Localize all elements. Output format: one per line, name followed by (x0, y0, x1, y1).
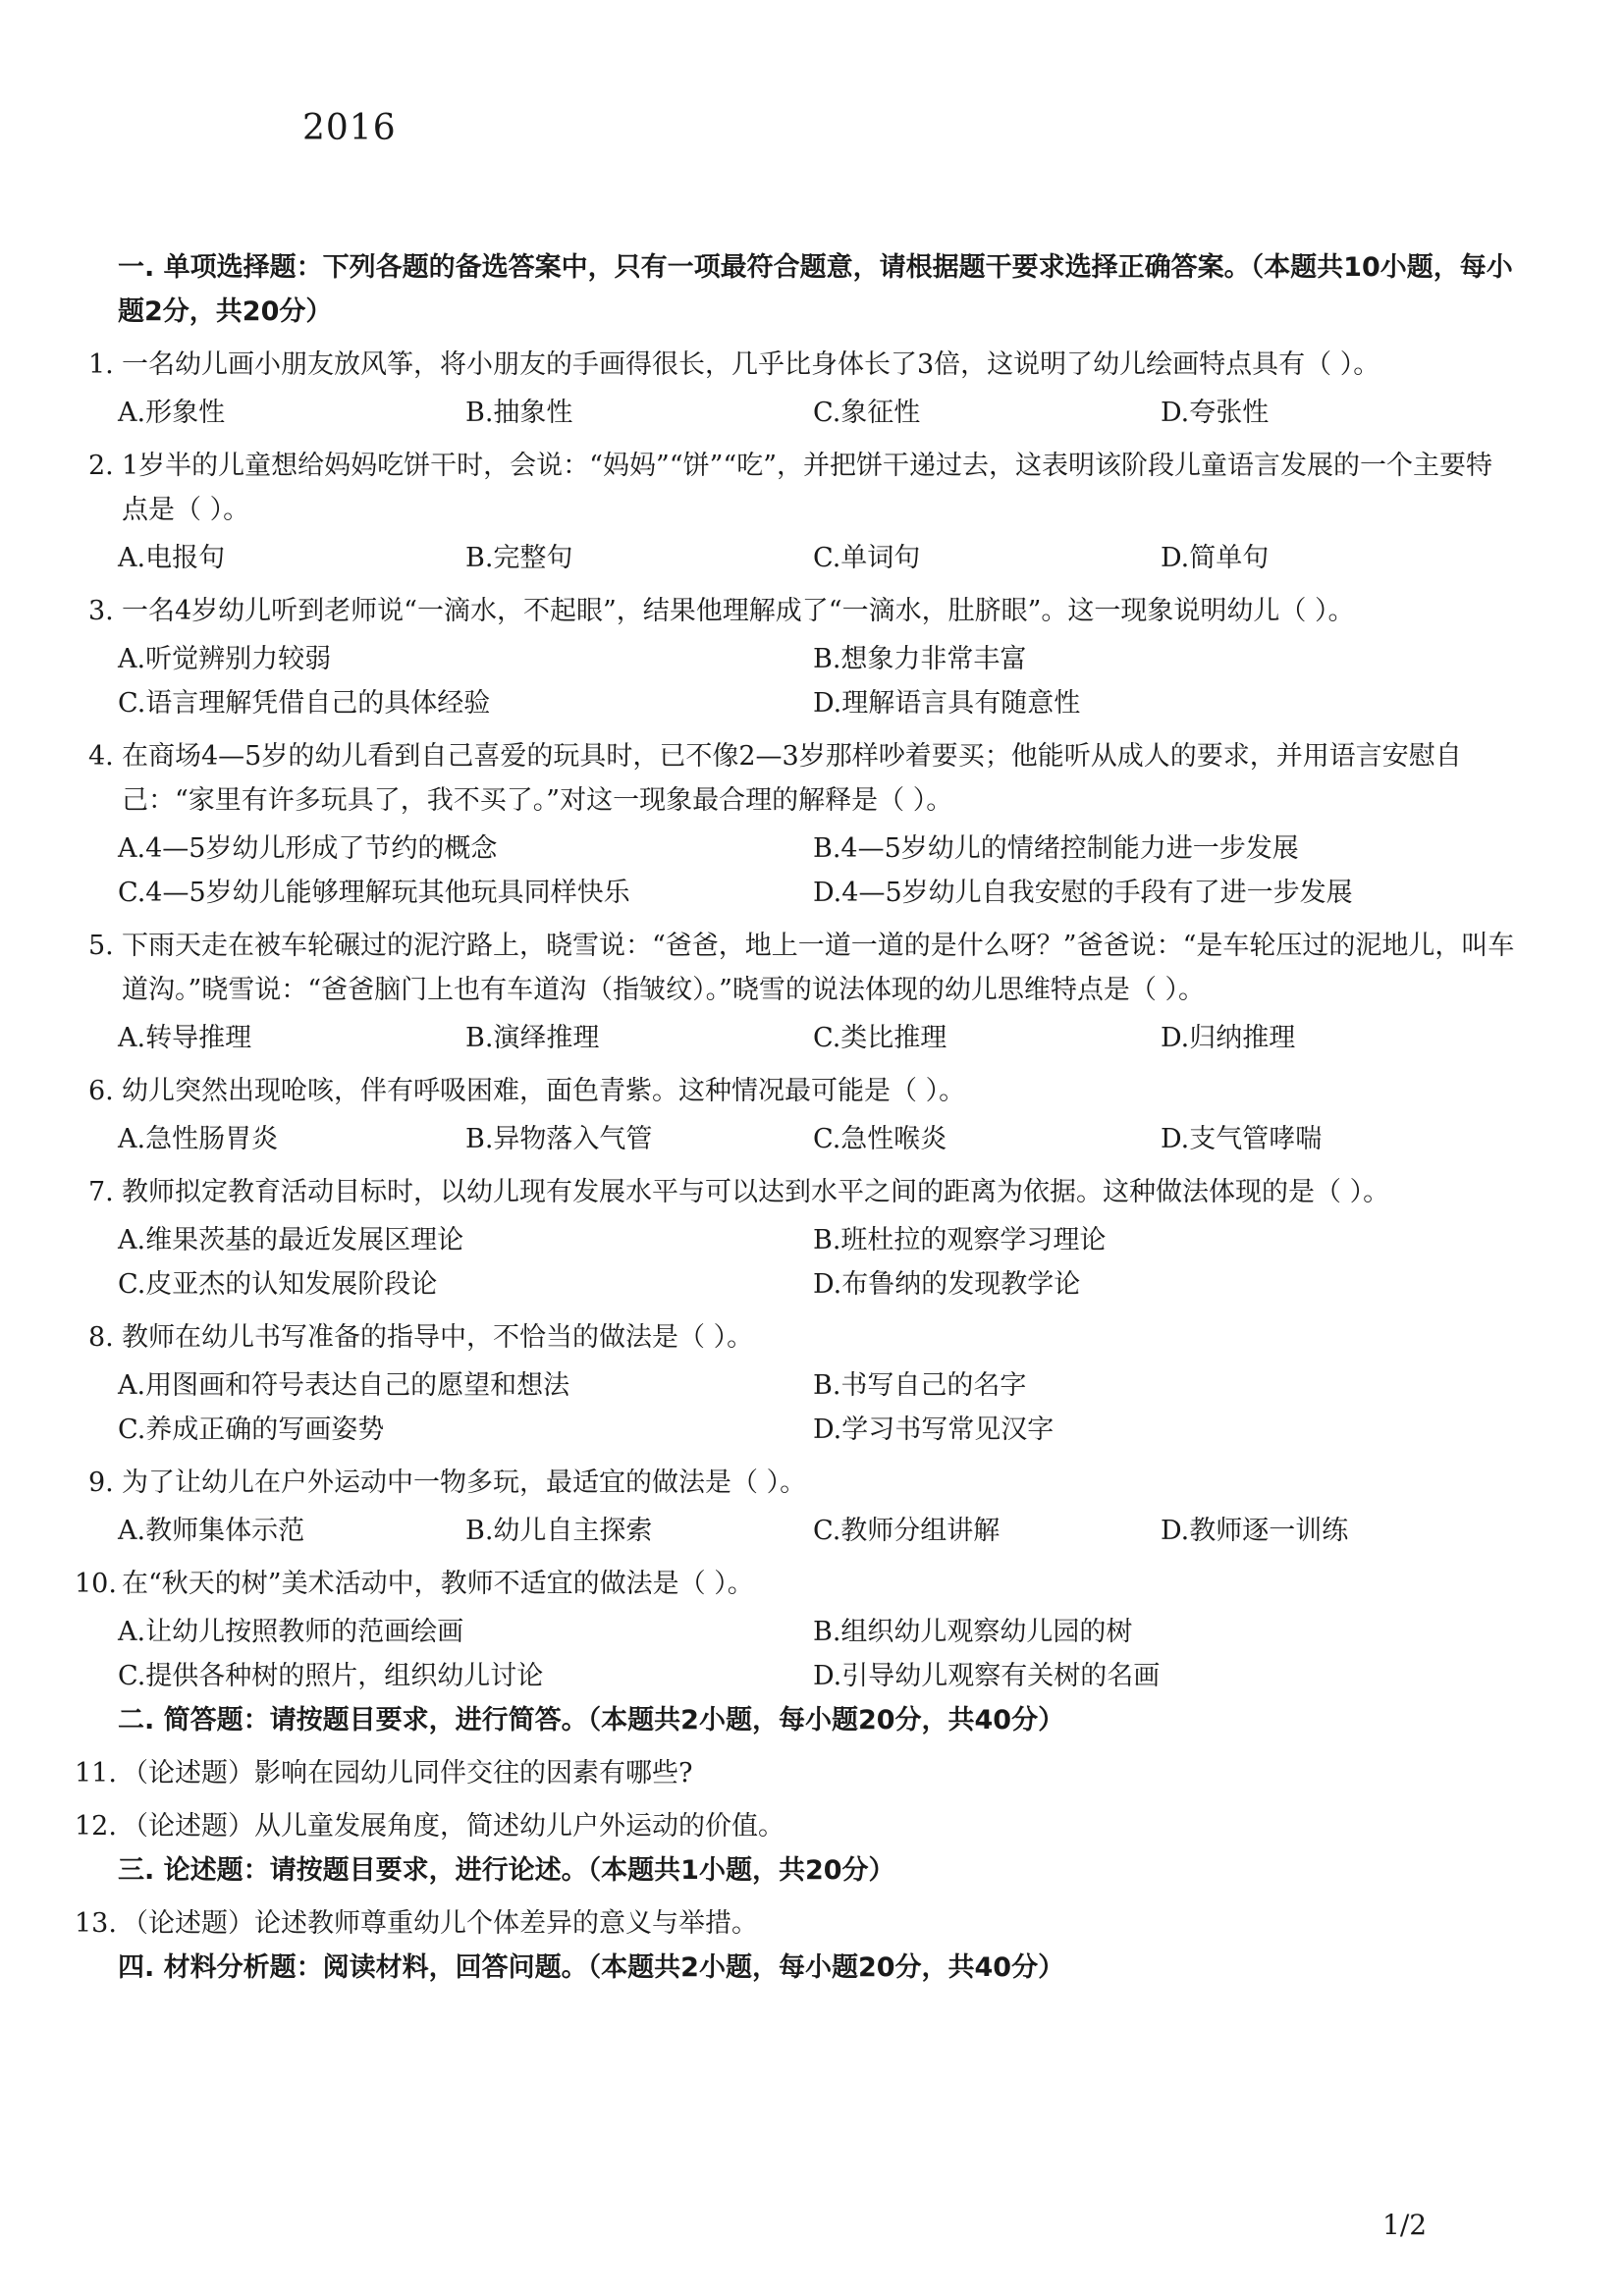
option-a: A.维果茨基的最近发展区理论 (118, 1225, 464, 1255)
option-a: A.4—5岁幼儿形成了节约的概念 (118, 833, 498, 864)
option-b: B.异物落入气管 (465, 1124, 653, 1154)
option-d: D.归纳推理 (1161, 1023, 1296, 1053)
question-text: 一名4岁幼儿听到老师说“一滴水，不起眼”，结果他理解成了“一滴水，肚脐眼”。这一现象说明幼儿（ ）。 (122, 596, 1355, 626)
question-2-options (75, 536, 1518, 580)
question-number: 8. (88, 1322, 114, 1353)
section-2-title: 二. 简答题：请按题目要求，进行简答。（本题共2小题，每小题20分，共40分） (118, 1705, 1065, 1735)
question-13 (75, 1901, 1518, 1946)
exam-year: 2016 (302, 108, 397, 148)
question-text: （论述题）论述教师尊重幼儿个体差异的意义与举措。 (122, 1908, 758, 1939)
section-1-title: 一. 单项选择题：下列各题的备选答案中，只有一项最符合题意，请根据题干要求选择正确答案。（本题共10小题，每小题2分，共20分） (118, 252, 1513, 327)
question-number: 10. (75, 1569, 117, 1599)
option-d: D.学习书写常见汉字 (813, 1415, 1055, 1445)
question-text: 一名幼儿画小朋友放风筝，将小朋友的手画得很长，几乎比身体长了3倍，这说明了幼儿绘画特点具有（ ）。 (122, 349, 1380, 380)
option-c: C.急性喉炎 (813, 1124, 947, 1154)
option-b: B.演绎推理 (465, 1023, 600, 1053)
question-5-options (75, 1016, 1518, 1060)
question-7 (75, 1170, 1518, 1214)
question-number: 3. (88, 596, 114, 626)
question-number: 7. (88, 1177, 114, 1207)
option-d: D.教师逐一训练 (1161, 1516, 1349, 1546)
option-c: C.语言理解凭借自己的具体经验 (118, 688, 491, 719)
option-d: D.简单句 (1161, 543, 1270, 573)
option-a: A.让幼儿按照教师的范画绘画 (118, 1617, 464, 1647)
option-a: A.转导推理 (118, 1023, 252, 1053)
option-b: B.幼儿自主探索 (465, 1516, 653, 1546)
option-b: B.想象力非常丰富 (813, 644, 1027, 674)
question-6 (75, 1069, 1518, 1113)
question-5 (75, 924, 1518, 1012)
question-12 (75, 1804, 1518, 1848)
question-text: （论述题）从儿童发展角度，简述幼儿户外运动的价值。 (122, 1811, 784, 1842)
question-7-options (75, 1218, 1518, 1307)
page-number: 1/2 (1382, 2209, 1428, 2241)
option-a: A.急性肠胃炎 (118, 1124, 279, 1154)
option-a: A.用图画和符号表达自己的愿望和想法 (118, 1370, 570, 1401)
option-b: B.组织幼儿观察幼儿园的树 (813, 1617, 1133, 1647)
question-number: 11. (75, 1758, 117, 1789)
option-a: A.教师集体示范 (118, 1516, 305, 1546)
exam-content (75, 245, 1518, 1990)
question-number: 9. (88, 1468, 114, 1498)
question-number: 12. (75, 1811, 117, 1842)
question-1-options (75, 391, 1518, 435)
option-d: D.夸张性 (1161, 398, 1270, 428)
option-b: B.完整句 (465, 543, 573, 573)
question-text: 幼儿突然出现呛咳，伴有呼吸困难，面色青紫。这种情况最可能是（ ）。 (122, 1076, 966, 1106)
question-text: 1岁半的儿童想给妈妈吃饼干时，会说：“妈妈”“饼”“吃”，并把饼干递过去，这表明该阶段儿童语言发展的一个主要特点是（ ）。 (122, 451, 1492, 525)
option-b: B.抽象性 (465, 398, 573, 428)
question-text: 在商场4—5岁的幼儿看到自己喜爱的玩具时，已不像2—3岁那样吵着要买；他能听从成人的要求，并用语言安慰自己：“家里有许多玩具了，我不买了。”对这一现象最合理的解释是（ ）。 (122, 741, 1462, 816)
option-b: B.班杜拉的观察学习理论 (813, 1225, 1107, 1255)
question-10 (75, 1562, 1518, 1606)
question-text: 教师拟定教育活动目标时，以幼儿现有发展水平与可以达到水平之间的距离为依据。这种做法体现的是（ ）。 (122, 1177, 1390, 1207)
question-8 (75, 1315, 1518, 1360)
question-10-options (75, 1610, 1518, 1698)
question-number: 13. (75, 1908, 117, 1939)
question-text: 教师在幼儿书写准备的指导中，不恰当的做法是（ ）。 (122, 1322, 754, 1353)
question-4 (75, 734, 1518, 823)
question-9-options (75, 1509, 1518, 1553)
question-4-options (75, 827, 1518, 915)
option-b: B.书写自己的名字 (813, 1370, 1027, 1401)
question-2 (75, 444, 1518, 532)
option-d: D.4—5岁幼儿自我安慰的手段有了进一步发展 (813, 878, 1353, 908)
question-text: 为了让幼儿在户外运动中一物多玩，最适宜的做法是（ ）。 (122, 1468, 807, 1498)
question-number: 1. (88, 349, 114, 380)
section-4-title: 四. 材料分析题：阅读材料，回答问题。（本题共2小题，每小题20分，共40分） (118, 1952, 1065, 1983)
question-number: 5. (88, 931, 114, 961)
option-a: A.形象性 (118, 398, 226, 428)
question-3 (75, 589, 1518, 633)
option-a: A.听觉辨别力较弱 (118, 644, 332, 674)
question-text: 下雨天走在被车轮碾过的泥泞路上，晓雪说：“爸爸，地上一道一道的是什么呀？”爸爸说：“是车轮压过的泥地儿，叫车道沟。”晓雪说：“爸爸脑门上也有车道沟（指皱纹）。”晓雪的说法体现的幼儿思维特点是（ ）。 (122, 931, 1515, 1005)
option-c: C.4—5岁幼儿能够理解玩其他玩具同样快乐 (118, 878, 630, 908)
option-c: C.教师分组讲解 (813, 1516, 1001, 1546)
question-6-options (75, 1117, 1518, 1161)
option-c: C.象征性 (813, 398, 921, 428)
question-1 (75, 343, 1518, 387)
question-number: 2. (88, 451, 114, 481)
question-number: 4. (88, 741, 114, 772)
section-3-title: 三. 论述题：请按题目要求，进行论述。（本题共1小题，共20分） (118, 1855, 895, 1886)
question-text: 在“秋天的树”美术活动中，教师不适宜的做法是（ ）。 (122, 1569, 754, 1599)
option-a: A.电报句 (118, 543, 226, 573)
option-c: C.养成正确的写画姿势 (118, 1415, 385, 1445)
question-11 (75, 1751, 1518, 1795)
option-d: D.理解语言具有随意性 (813, 688, 1081, 719)
option-c: C.提供各种树的照片，组织幼儿讨论 (118, 1661, 544, 1691)
option-d: D.引导幼儿观察有关树的名画 (813, 1661, 1161, 1691)
question-9 (75, 1461, 1518, 1505)
question-8-options (75, 1363, 1518, 1452)
option-b: B.4—5岁幼儿的情绪控制能力进一步发展 (813, 833, 1299, 864)
option-c: C.单词句 (813, 543, 921, 573)
option-c: C.类比推理 (813, 1023, 947, 1053)
option-c: C.皮亚杰的认知发展阶段论 (118, 1269, 438, 1300)
question-number: 6. (88, 1076, 114, 1106)
question-3-options (75, 637, 1518, 725)
option-d: D.支气管哮喘 (1161, 1124, 1323, 1154)
option-d: D.布鲁纳的发现教学论 (813, 1269, 1081, 1300)
question-text: （论述题）影响在园幼儿同伴交往的因素有哪些? (122, 1758, 693, 1789)
